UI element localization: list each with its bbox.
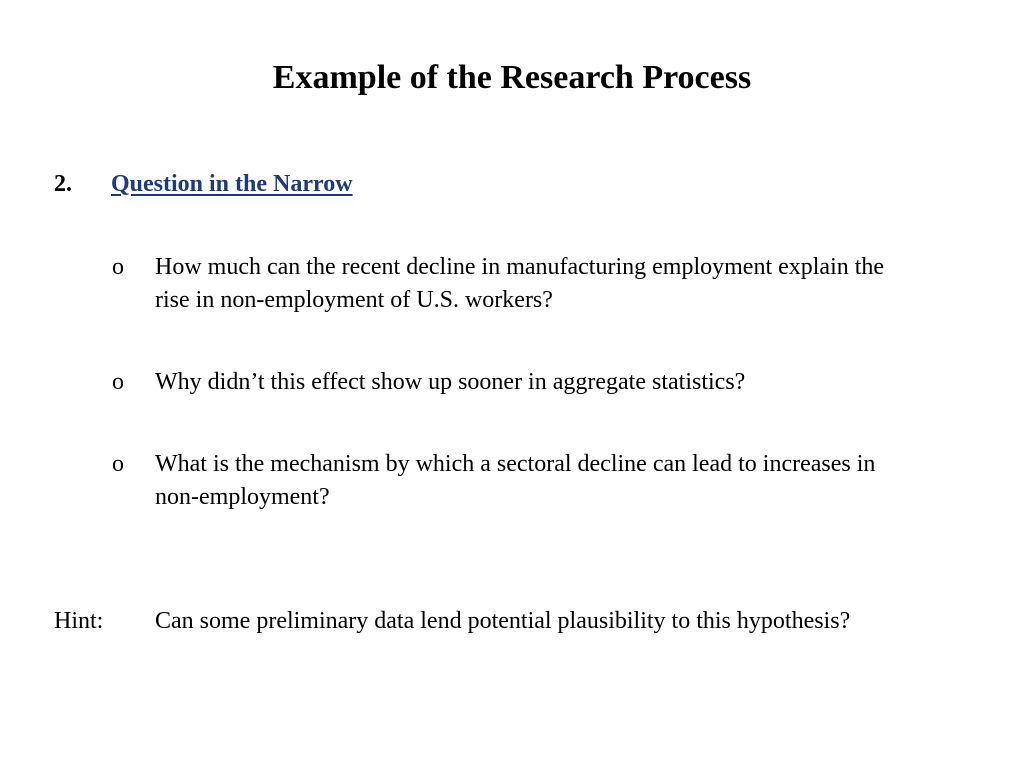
- bullet-text: What is the mechanism by which a sectoral decline can lead to increases in non-employment?: [155, 451, 876, 510]
- bullet-text: How much can the recent decline in manufacturing employment explain the rise in non-employment of U.S. workers?: [155, 254, 885, 313]
- bullet-text: Why didn’t this effect show up sooner in aggregate statistics?: [155, 369, 746, 395]
- bullet-marker: o: [112, 369, 124, 395]
- hint-text: Can some preliminary data lend potential plausibility to this hypothesis?: [155, 608, 851, 634]
- section-number: 2.: [54, 171, 72, 197]
- bullet-marker: o: [112, 254, 124, 280]
- hint-label: Hint:: [54, 608, 104, 634]
- bullet-marker: o: [112, 451, 124, 477]
- section-heading: Question in the Narrow: [111, 171, 353, 197]
- slide-title: Example of the Research Process: [272, 59, 752, 96]
